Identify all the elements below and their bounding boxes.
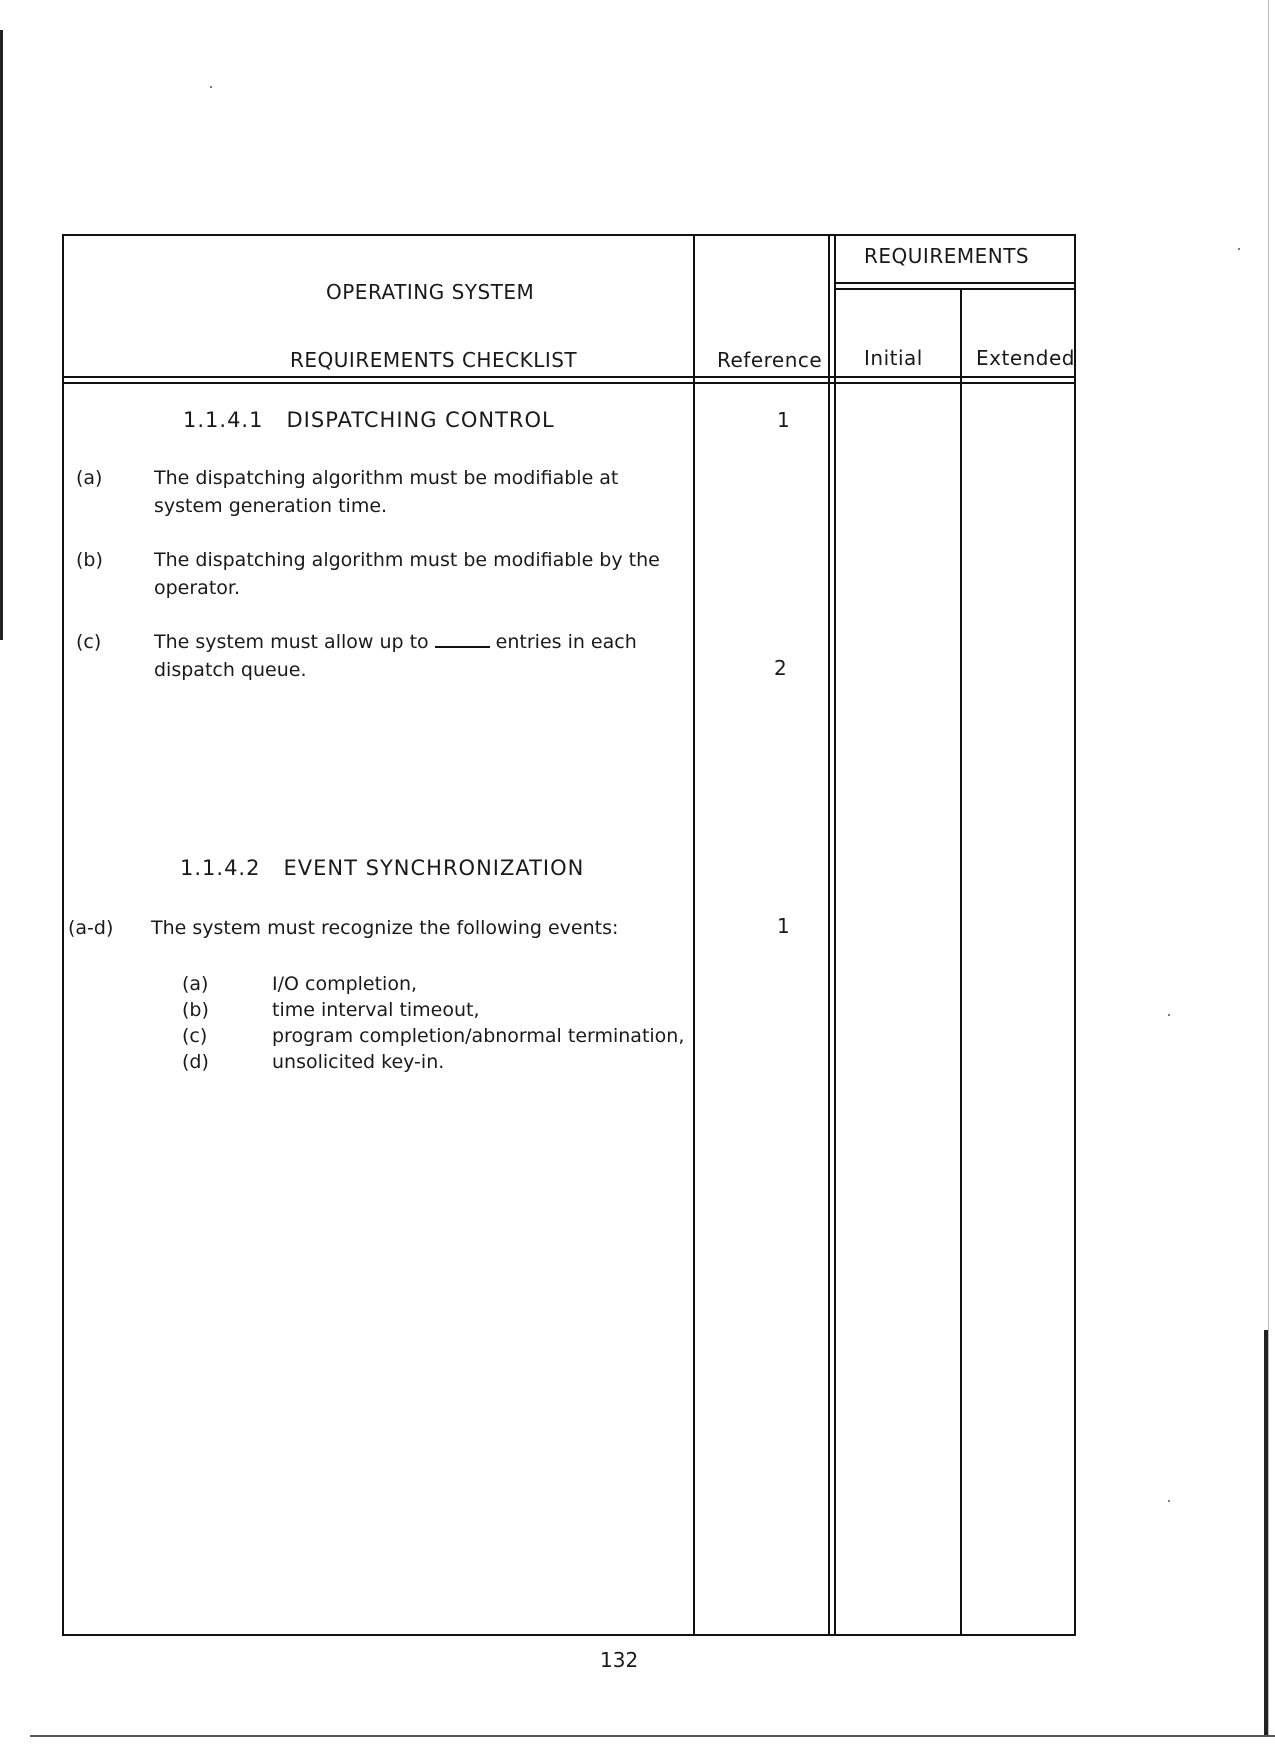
item-label: (b) [76,549,103,571]
item-text-line: dispatch queue. [154,659,307,681]
reference-column-rule [693,236,695,1634]
scan-edge-left [0,30,3,640]
checklist-table [62,234,1076,1636]
header-bottom-rule-double [64,382,1074,384]
event-text: I/O completion, [272,973,418,995]
scan-edge-bottom [30,1735,1275,1737]
table-title: OPERATING SYSTEM [326,280,535,304]
extended-header: Extended [976,346,1075,370]
reference-header: Reference [717,348,823,372]
scan-speck [1168,1500,1170,1502]
item-text-line: The dispatching algorithm must be modifiable by the [154,549,660,571]
requirements-header-rule [834,282,1074,284]
scan-speck [1238,248,1240,250]
header-bottom-rule [64,376,1074,378]
section-number: 1.1.4.1 [183,408,264,432]
event-label: (b) [182,999,209,1021]
item-label: (a-d) [68,917,114,939]
item-text-line: operator. [154,577,241,599]
extended-column-rule [960,288,962,1634]
event-label: (c) [182,1025,208,1047]
event-text: time interval timeout, [272,999,480,1021]
scan-edge-right-dark [1264,1330,1268,1735]
event-text: unsolicited key-in. [272,1051,445,1073]
table-subtitle: REQUIREMENTS CHECKLIST [290,348,578,372]
section-title: DISPATCHING CONTROL [286,408,555,432]
section-heading [183,408,555,432]
item-label: (a) [76,467,103,489]
event-label: (a) [182,973,209,995]
item-text-line: The dispatching algorithm must be modifiable at [154,467,619,489]
requirements-column-rule-inner [834,236,836,1634]
fill-in-blank[interactable] [435,628,490,648]
section-title: EVENT SYNCHRONIZATION [283,856,585,880]
reference-value: 2 [774,656,787,680]
section-heading [180,856,584,880]
requirements-header: REQUIREMENTS [864,244,1030,268]
event-label: (d) [182,1051,209,1073]
page-number: 132 [600,1648,639,1672]
item-text-line [154,628,637,656]
requirements-column-rule-outer [828,236,830,1634]
reference-value: 1 [777,408,790,432]
item-label: (c) [76,631,102,653]
scan-speck [1168,1014,1170,1016]
scan-speck [210,86,212,88]
section-number: 1.1.4.2 [180,856,261,880]
event-text: program completion/abnormal termination, [272,1025,685,1047]
reference-value: 1 [777,914,790,938]
requirements-header-rule-double [834,288,1074,290]
item-text-line: The system must recognize the following events: [151,917,619,939]
item-text-line: system generation time. [154,495,388,517]
scan-edge-right [1268,0,1269,1735]
item-text-post: entries in each [495,631,637,653]
item-text-pre: The system must allow up to [154,631,429,653]
initial-header: Initial [864,346,923,370]
